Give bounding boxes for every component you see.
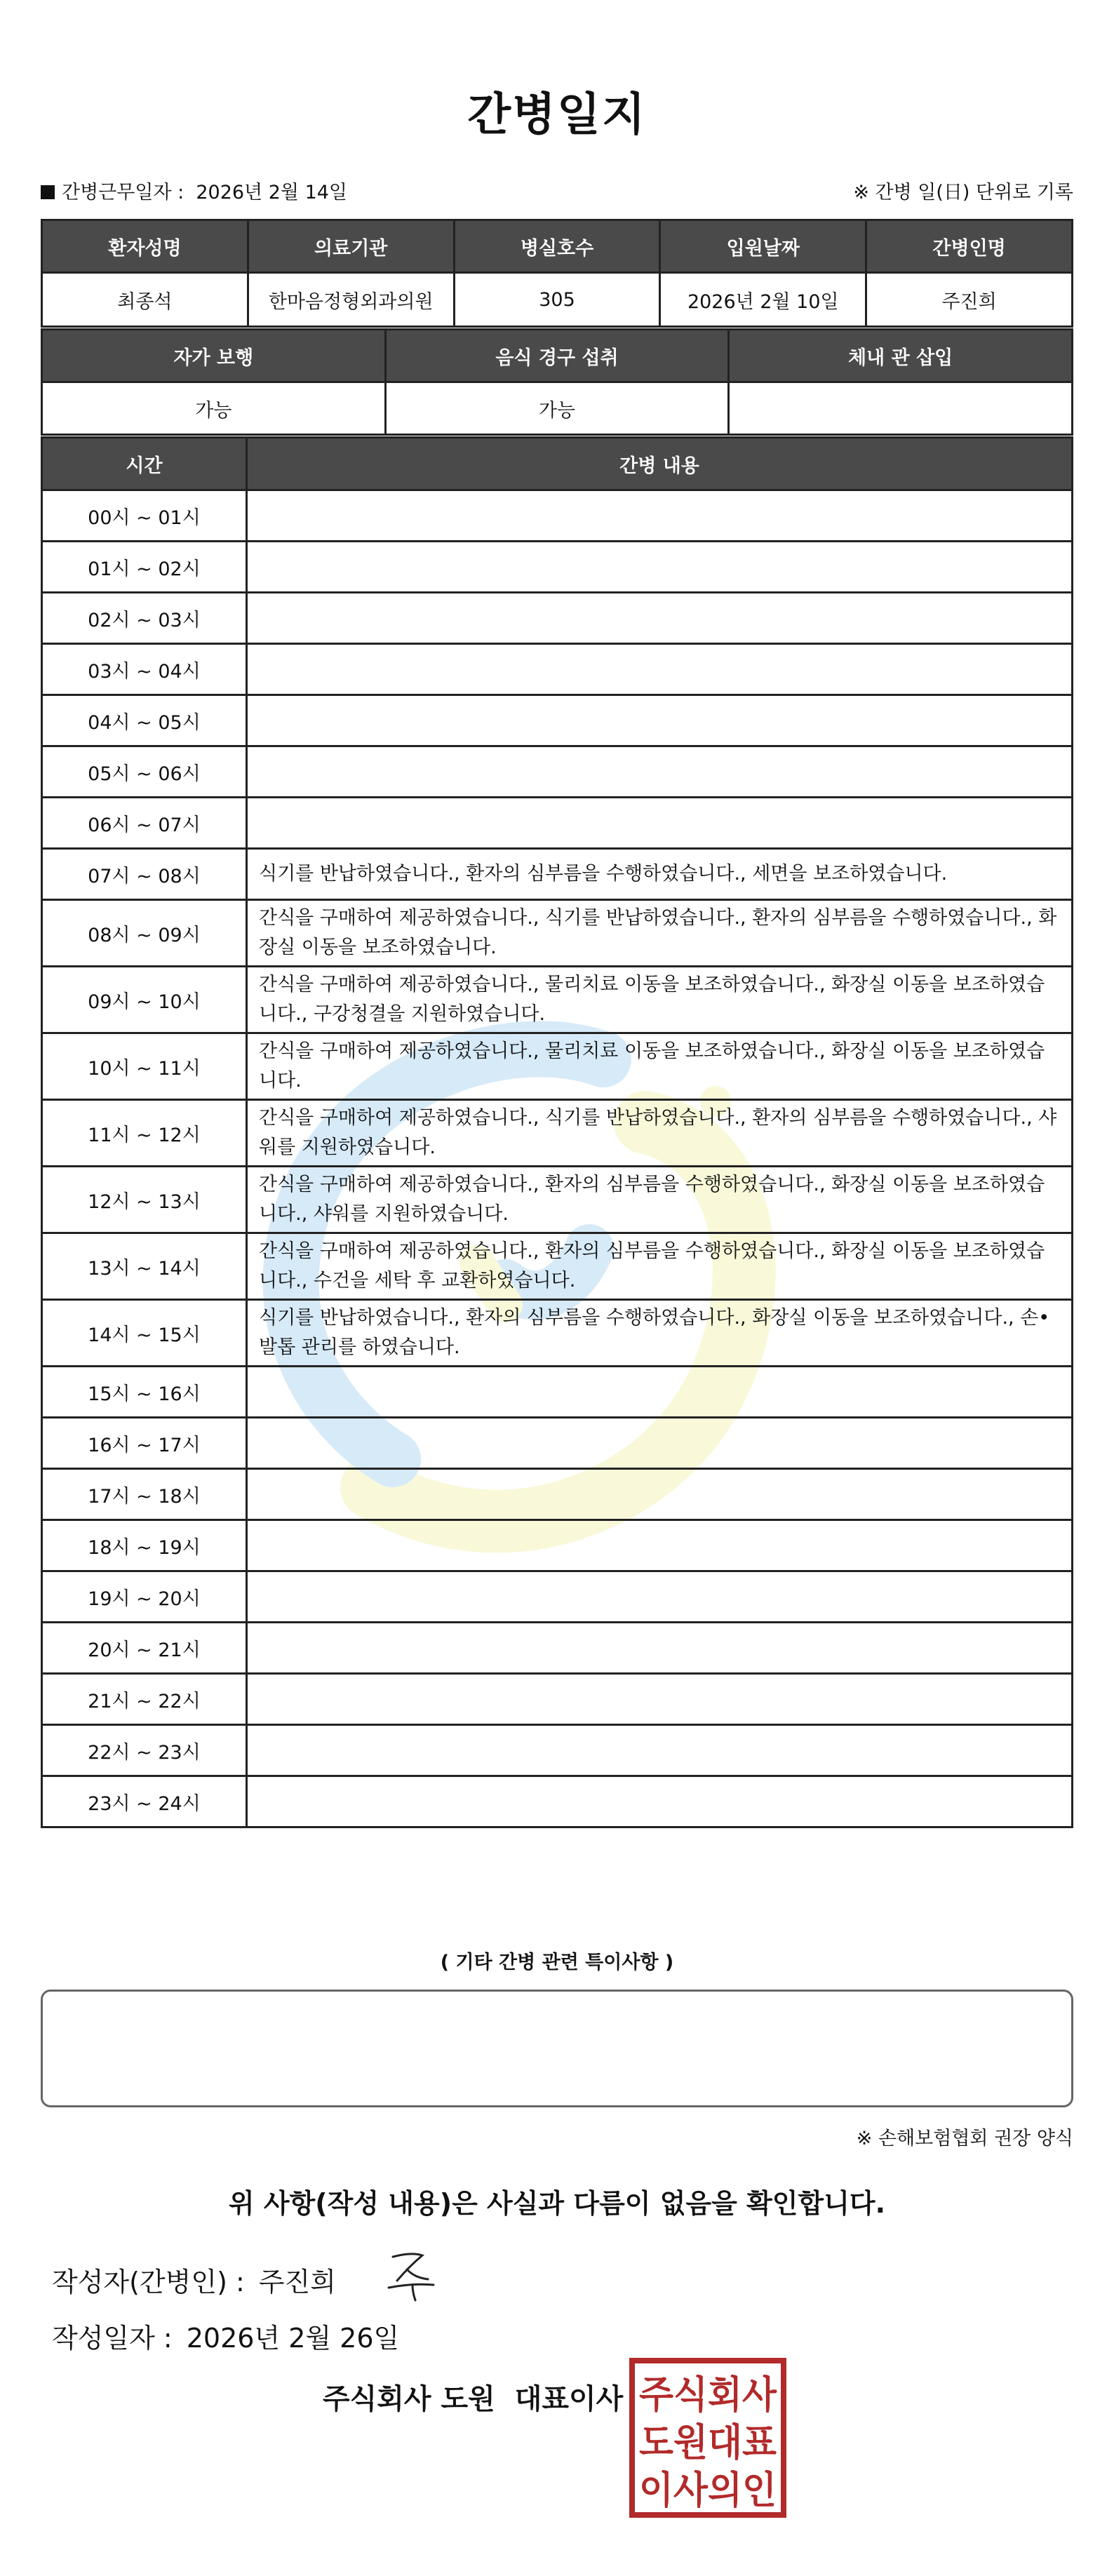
signature-icon [379, 2241, 442, 2305]
time-slot: 17시 ~ 18시 [42, 1469, 247, 1520]
work-date-row [41, 177, 1073, 205]
time-slot: 03시 ~ 04시 [42, 644, 247, 695]
table-row [42, 593, 1073, 644]
table-row [42, 900, 1073, 967]
time-slot: 21시 ~ 22시 [42, 1674, 247, 1725]
header-self-walking: 자가 보행 [42, 330, 386, 382]
table-row [42, 1300, 1073, 1367]
care-content [247, 1367, 1073, 1418]
recommended-form-note: ※ 손해보험협회 권장 양식 [856, 2128, 1073, 2149]
care-content [247, 1571, 1073, 1623]
time-slot: 12시 ~ 13시 [42, 1167, 247, 1233]
time-slot: 14시 ~ 15시 [42, 1300, 247, 1367]
svg-text:주식회사: 주식회사 [639, 2373, 777, 2417]
daily-record-note: ※ 간병 일(日) 단위로 기록 [853, 182, 1073, 203]
table-row [42, 1469, 1073, 1520]
table-row [42, 1776, 1073, 1827]
log-header-row [42, 438, 1073, 490]
work-date-value: 2026년 2월 14일 [196, 182, 348, 203]
care-content [247, 1674, 1073, 1725]
hospital-name: 한마음정형외과의원 [248, 273, 454, 327]
company-signature [323, 2377, 623, 2417]
care-content [247, 593, 1073, 644]
care-content [247, 695, 1073, 746]
written-date-value: 2026년 2월 26일 [186, 2323, 400, 2354]
care-content: 간식을 구매하여 제공하였습니다., 식기를 반납하였습니다., 환자의 심부름을 수행하였습니다., 샤워를 지원하였습니다. [247, 1100, 1073, 1167]
care-content: 간식을 구매하여 제공하였습니다., 물리치료 이동을 보조하였습니다., 화장실 이동을 보조하였습니다., 구강청결을 지원하였습니다. [247, 967, 1073, 1033]
special-notes-box [41, 1990, 1073, 2107]
ceo-title: 대표이사 [514, 2383, 624, 2415]
self-walking-value: 가능 [42, 382, 386, 435]
writer-name: 주진희 [258, 2267, 336, 2297]
header-patient-name: 환자성명 [42, 220, 248, 273]
table-row [42, 849, 1073, 900]
time-slot: 05시 ~ 06시 [42, 746, 247, 798]
care-content [247, 490, 1073, 542]
time-slot: 10시 ~ 11시 [42, 1033, 247, 1100]
patient-header-row [42, 220, 1073, 273]
care-content: 식기를 반납하였습니다., 환자의 심부름을 수행하였습니다., 화장실 이동을 보조하였습니다., 손•발톱 관리를 하였습니다. [247, 1300, 1073, 1367]
table-row [42, 644, 1073, 695]
time-slot: 20시 ~ 21시 [42, 1623, 247, 1674]
care-content: 간식을 구매하여 제공하였습니다., 환자의 심부름을 수행하였습니다., 화장실 이동을 보조하였습니다., 샤워를 지원하였습니다. [247, 1167, 1073, 1233]
care-content: 간식을 구매하여 제공하였습니다., 환자의 심부름을 수행하였습니다., 화장실 이동을 보조하였습니다., 수건을 세탁 후 교환하였습니다. [247, 1233, 1073, 1300]
time-slot: 18시 ~ 19시 [42, 1520, 247, 1571]
table-row [42, 1418, 1073, 1469]
svg-text:도원대표: 도원대표 [639, 2420, 777, 2464]
page-title: 간병일지 [467, 89, 647, 141]
table-row [42, 746, 1073, 798]
care-content [247, 798, 1073, 849]
time-slot: 01시 ~ 02시 [42, 542, 247, 593]
table-row [42, 1233, 1073, 1300]
table-row [42, 1674, 1073, 1725]
company-seal-icon [629, 2357, 787, 2518]
table-row [42, 967, 1073, 1033]
header-care-content: 간병 내용 [247, 438, 1073, 490]
patient-info-table [41, 219, 1073, 328]
table-row [42, 1100, 1073, 1167]
table-row [42, 1367, 1073, 1418]
header-tube-insertion: 체내 관 삽입 [729, 330, 1073, 382]
header-hospital: 의료기관 [248, 220, 454, 273]
time-slot: 13시 ~ 14시 [42, 1233, 247, 1300]
time-slot: 09시 ~ 10시 [42, 967, 247, 1033]
confirmation-statement: 위 사항(작성 내용)은 사실과 다름이 없음을 확인합니다. [228, 2188, 886, 2219]
oral-intake-value: 가능 [385, 382, 729, 435]
table-row [42, 1571, 1073, 1623]
table-row [42, 490, 1073, 542]
care-content: 식기를 반납하였습니다., 환자의 심부름을 수행하였습니다., 세면을 보조하였습니다. [247, 849, 1073, 900]
room-number: 305 [454, 273, 660, 327]
written-date-line [52, 2316, 399, 2355]
header-oral-intake: 음식 경구 섭취 [385, 330, 729, 382]
time-slot: 23시 ~ 24시 [42, 1776, 247, 1827]
time-slot: 07시 ~ 08시 [42, 849, 247, 900]
tube-insertion-value [729, 382, 1073, 435]
care-content [247, 542, 1073, 593]
care-content [247, 1520, 1073, 1571]
work-date-label: 간병근무일자 : [62, 182, 184, 203]
time-slot: 04시 ~ 05시 [42, 695, 247, 746]
patient-value-row [42, 273, 1073, 327]
time-slot: 02시 ~ 03시 [42, 593, 247, 644]
special-notes-title: ( 기타 간병 관련 특이사항 ) [440, 1952, 674, 1973]
black-square-icon [41, 185, 55, 199]
table-row [42, 542, 1073, 593]
time-slot: 22시 ~ 23시 [42, 1725, 247, 1776]
care-content [247, 1469, 1073, 1520]
care-content [247, 1776, 1073, 1827]
care-log-table [41, 436, 1073, 1828]
table-row [42, 1167, 1073, 1233]
header-room: 병실호수 [454, 220, 660, 273]
time-slot: 19시 ~ 20시 [42, 1571, 247, 1623]
writer-line [52, 2260, 336, 2299]
time-slot: 06시 ~ 07시 [42, 798, 247, 849]
time-slot: 15시 ~ 16시 [42, 1367, 247, 1418]
care-content [247, 1418, 1073, 1469]
ability-value-row [42, 382, 1073, 435]
time-slot: 16시 ~ 17시 [42, 1418, 247, 1469]
ability-table [41, 328, 1073, 436]
care-content [247, 1725, 1073, 1776]
admission-date: 2026년 2월 10일 [660, 273, 866, 327]
table-row [42, 1520, 1073, 1571]
care-content [247, 1623, 1073, 1674]
care-content [247, 644, 1073, 695]
care-content: 간식을 구매하여 제공하였습니다., 식기를 반납하였습니다., 환자의 심부름을 수행하였습니다., 화장실 이동을 보조하였습니다. [247, 900, 1073, 967]
patient-name: 최종석 [42, 273, 248, 327]
caregiver-name: 주진희 [866, 273, 1073, 327]
svg-text:이사의인: 이사의인 [639, 2468, 777, 2512]
table-row [42, 695, 1073, 746]
table-row [42, 1033, 1073, 1100]
header-time: 시간 [42, 438, 247, 490]
table-row [42, 1725, 1073, 1776]
writer-label: 작성자(간병인) : [52, 2267, 245, 2297]
time-slot: 00시 ~ 01시 [42, 490, 247, 542]
table-row [42, 1623, 1073, 1674]
time-slot: 11시 ~ 12시 [42, 1100, 247, 1167]
ability-header-row [42, 330, 1073, 382]
work-date [41, 177, 347, 204]
header-caregiver: 간병인명 [866, 220, 1073, 273]
written-date-label: 작성일자 : [52, 2323, 173, 2354]
company-name: 주식회사 도원 [323, 2383, 495, 2415]
time-slot: 08시 ~ 09시 [42, 900, 247, 967]
log-body [42, 490, 1073, 1827]
table-row [42, 798, 1073, 849]
care-content [247, 746, 1073, 798]
care-content: 간식을 구매하여 제공하였습니다., 물리치료 이동을 보조하였습니다., 화장실 이동을 보조하였습니다. [247, 1033, 1073, 1100]
header-admission-date: 입원날짜 [660, 220, 866, 273]
